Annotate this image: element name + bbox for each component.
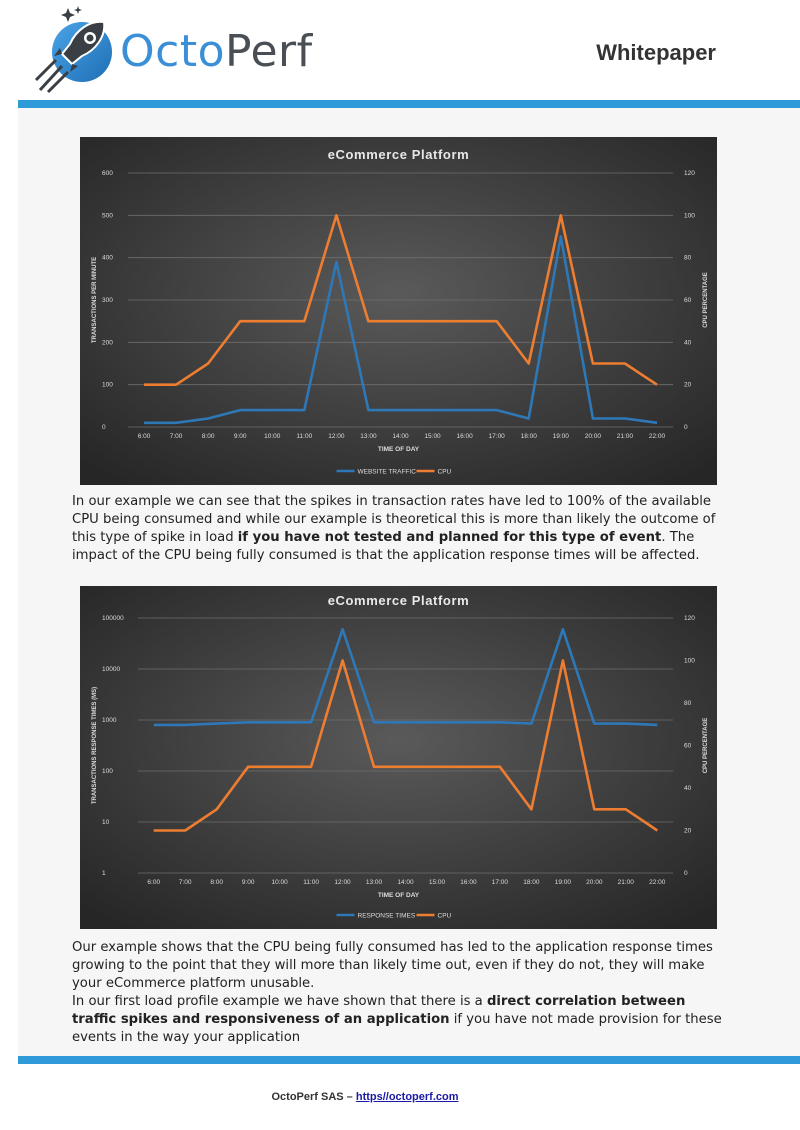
x-tick-label: 6:00: [137, 433, 151, 440]
p2-run-0: Our example shows that the CPU being fully consumed has led to the application response times growing to the point that they will more than likely time out, even if they do not, they will make your eCommerce platform unusable.: [72, 940, 713, 991]
x-axis-label: TIME OF DAY: [377, 446, 420, 453]
brand-perf: Perf: [225, 26, 313, 77]
y2-tick-label: 100: [684, 212, 695, 220]
x-tick-label: 14:00: [392, 433, 409, 440]
x-tick-label: 6:00: [147, 879, 161, 886]
p1-run-2: . The impact of the CPU being fully consumed is that the application response times will be affected.: [72, 530, 700, 563]
y-axis-label: TRANSACTIONS RESPONSE TIMES (MS): [92, 686, 98, 805]
x-tick-label: 19:00: [554, 879, 571, 886]
brand-wordmark: [120, 26, 313, 77]
page-header: [0, 0, 800, 104]
legend-label-1: CPU: [437, 468, 452, 476]
chart-svg-1: [80, 586, 717, 929]
y-tick-label: 200: [102, 339, 113, 347]
y2-tick-label: 60: [684, 742, 692, 750]
legend-label-0: WEBSITE TRAFFIC: [357, 468, 416, 476]
y2-tick-label: 40: [684, 339, 692, 347]
y2-tick-label: 80: [684, 700, 692, 707]
y2-axis-label: CPU PERCENTAGE: [703, 272, 709, 328]
x-tick-label: 22:00: [648, 433, 666, 440]
x-tick-label: 21:00: [617, 879, 634, 886]
paragraph-response-times: [72, 939, 728, 993]
y2-tick-label: 40: [684, 785, 692, 792]
y-tick-label: 0: [102, 424, 106, 431]
y2-tick-label: 120: [684, 615, 695, 622]
x-tick-label: 8:00: [210, 879, 224, 886]
footer-divider: [18, 1056, 800, 1064]
x-tick-label: 13:00: [360, 433, 377, 440]
y-tick-label: 400: [102, 254, 113, 262]
y2-tick-label: 20: [684, 827, 692, 835]
y-tick-label: 10: [102, 819, 110, 826]
legend-label-1: CPU: [437, 912, 452, 920]
x-tick-label: 7:00: [169, 433, 183, 440]
x-tick-label: 16:00: [460, 879, 477, 886]
x-tick-label: 10:00: [271, 879, 288, 886]
x-tick-label: 12:00: [334, 879, 351, 886]
y-tick-label: 500: [102, 212, 113, 220]
x-tick-label: 7:00: [178, 879, 192, 886]
x-tick-label: 11:00: [303, 879, 319, 886]
y-tick-label: 10000: [102, 666, 121, 673]
y2-tick-label: 20: [684, 381, 692, 389]
traffic-cpu-chart: [80, 137, 717, 485]
x-tick-label: 15:00: [428, 879, 446, 886]
p3-run-1: direct correlation between traffic spikes and responsiveness of an application: [72, 994, 686, 1027]
chart-title: eCommerce Platform: [327, 147, 470, 162]
x-tick-label: 9:00: [241, 879, 255, 886]
x-tick-label: 16:00: [456, 433, 473, 440]
document-type-label: Whitepaper: [596, 40, 716, 65]
x-tick-label: 21:00: [616, 433, 634, 440]
brand-octo: Octo: [120, 26, 225, 77]
y-axis-label: TRANSACTIONS PER MINUTE: [92, 256, 98, 344]
x-tick-label: 9:00: [233, 433, 247, 440]
x-tick-label: 19:00: [552, 433, 569, 440]
y-tick-label: 1000: [102, 717, 117, 724]
p1-run-1: if you have not tested and planned for this type of event: [237, 530, 662, 545]
x-tick-label: 17:00: [488, 433, 505, 440]
y-tick-label: 300: [102, 297, 113, 304]
x-tick-label: 12:00: [328, 433, 345, 440]
x-tick-label: 18:00: [523, 879, 540, 886]
chart-title: eCommerce Platform: [327, 593, 470, 608]
y2-axis-label: CPU PERCENTAGE: [703, 717, 709, 774]
response-times-cpu-chart: [80, 586, 717, 929]
x-tick-label: 20:00: [586, 879, 603, 886]
x-tick-label: 13:00: [365, 879, 383, 886]
paragraph-correlation: [72, 993, 728, 1047]
x-tick-label: 18:00: [520, 433, 537, 440]
p3-run-2: if you have not made provision for these events in the way your application: [72, 1012, 722, 1045]
y2-tick-label: 60: [684, 297, 692, 304]
y2-tick-label: 0: [684, 424, 688, 431]
y-tick-label: 600: [102, 170, 113, 177]
p3-run-0: In our first load profile example we have shown that there is a: [72, 994, 487, 1009]
x-tick-label: 8:00: [201, 433, 215, 440]
footer-company: OctoPerf SAS –: [271, 1091, 356, 1103]
page-footer: [0, 1091, 730, 1103]
y2-tick-label: 100: [684, 657, 695, 665]
x-tick-label: 10:00: [264, 433, 281, 440]
y2-tick-label: 0: [684, 870, 688, 877]
legend-label-0: RESPONSE TIMES: [357, 912, 416, 920]
chart-background: [80, 586, 717, 929]
x-tick-label: 20:00: [584, 433, 601, 440]
y2-tick-label: 120: [684, 170, 695, 177]
p1-run-0: In our example we can see that the spikes in transaction rates have led to 100% of the available CPU being consumed and while our example is theoretical this is more than likely the outcome of this type of spike in load: [72, 494, 716, 545]
paragraph-cpu-consumption: [72, 493, 728, 565]
y-tick-label: 100000: [102, 615, 124, 622]
y2-tick-label: 80: [684, 254, 692, 262]
y-tick-label: 100: [102, 768, 113, 775]
y-tick-label: 100: [102, 381, 113, 389]
chart-svg-0: [80, 137, 717, 485]
x-tick-label: 17:00: [491, 879, 509, 886]
footer-link[interactable]: https//octoperf.com: [355, 1091, 459, 1103]
y-tick-label: 1: [102, 870, 106, 877]
x-tick-label: 14:00: [397, 879, 414, 886]
rocket-logo-icon: [32, 4, 122, 94]
x-tick-label: 15:00: [424, 433, 441, 440]
x-tick-label: 11:00: [296, 433, 313, 440]
header-divider: [18, 100, 800, 108]
x-axis-label: TIME OF DAY: [377, 892, 420, 899]
x-tick-label: 22:00: [649, 879, 666, 886]
